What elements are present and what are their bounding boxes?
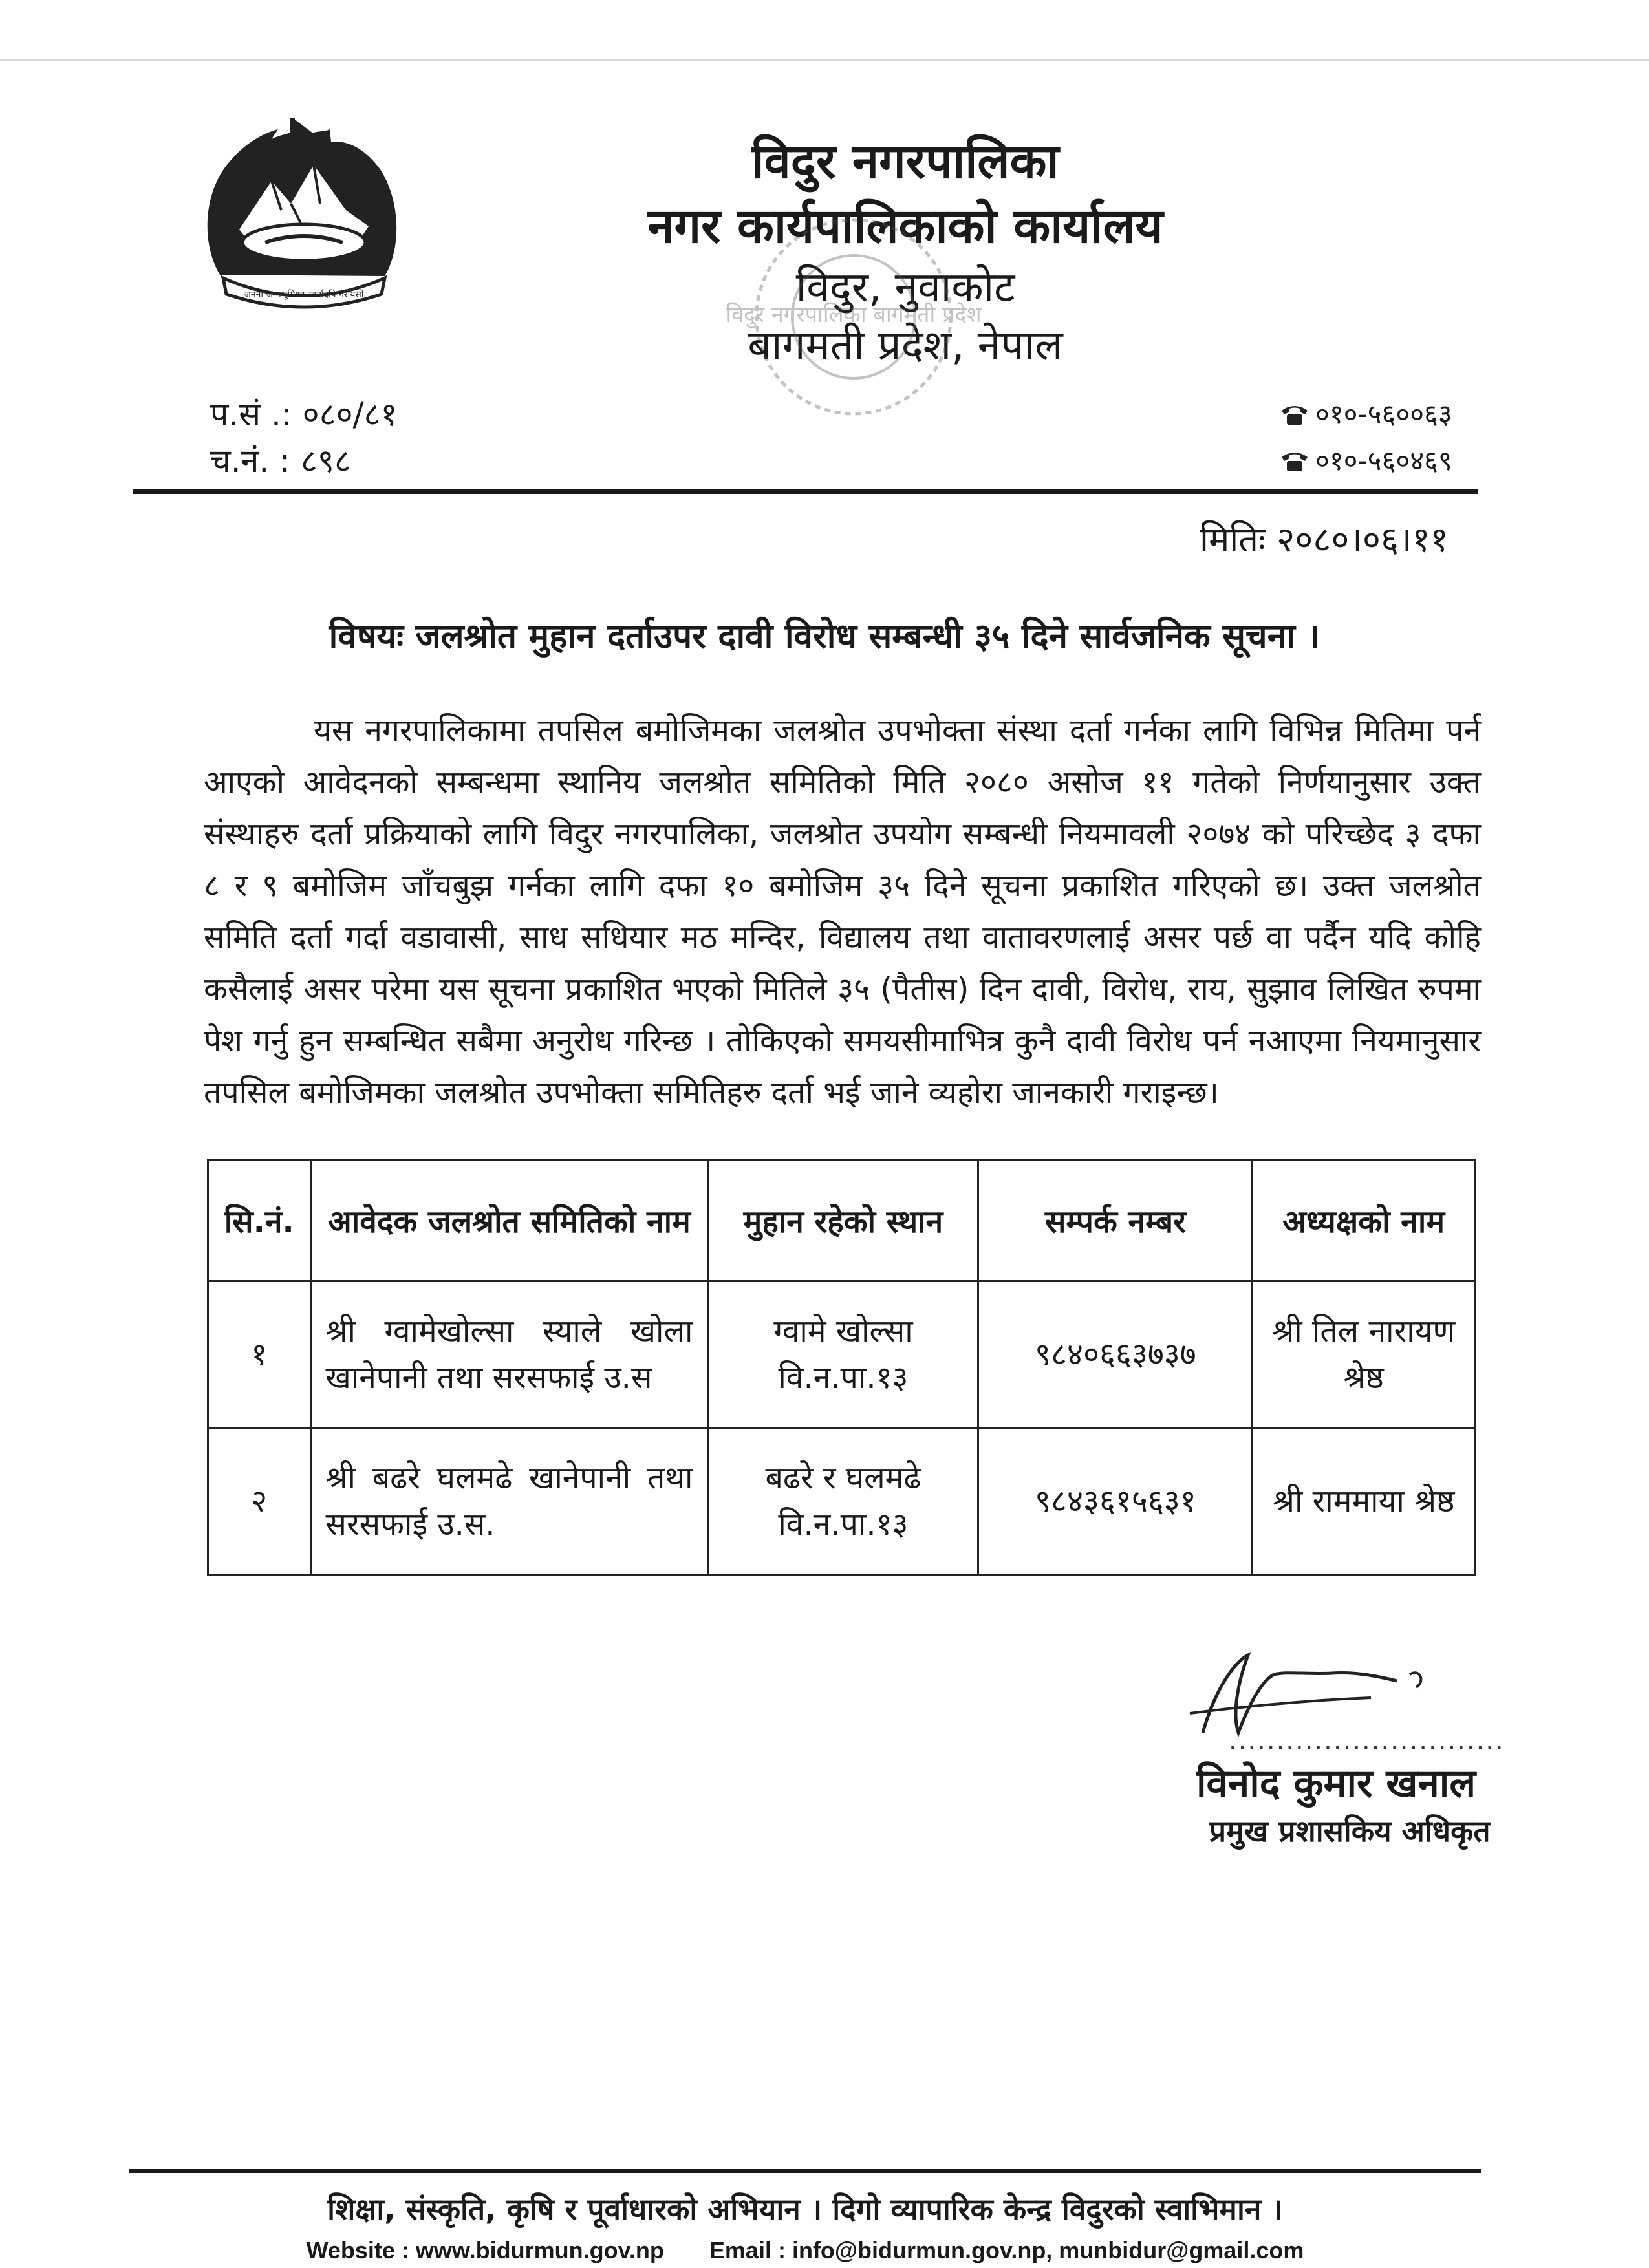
- phone-line-2: [1280, 438, 1452, 484]
- office-name: नगर कार्यपालिकाको कार्यालय: [647, 198, 1163, 254]
- contact-number: ९८४३६१५६३१: [978, 1428, 1253, 1575]
- column-header: सम्पर्क नम्बर: [978, 1161, 1253, 1281]
- notice-subject: विषयः जलश्रोत मुहान दर्ताउपर दावी विरोध सम्बन्धी ३५ दिने सार्वजनिक सूचना ।: [329, 617, 1320, 656]
- svg-text:जननी जन्मभूमिश्च स्वर्गादपि गर: जननी जन्मभूमिश्च स्वर्गादपि गरीयसी: [244, 290, 364, 300]
- serial-number: २: [208, 1428, 311, 1575]
- reference-numbers: [210, 391, 397, 484]
- contact-number: ९८४०६६३७३७: [978, 1281, 1253, 1428]
- phone-line-1: [1280, 391, 1452, 438]
- footer-slogan: शिक्षा, संस्कृति, कृषि र पूर्वाधारको अभियान । दिगो व्यापारिक केन्द्र विदुरको स्वाभिमान ।: [327, 2192, 1283, 2227]
- committee-name: श्री बढरे घलमढे खानेपानी तथा सरसफाई उ.स.: [310, 1428, 708, 1575]
- notice-body: यस नगरपालिकामा तपसिल बमोजिमका जलश्रोत उपभोक्ता संस्था दर्ता गर्नका लागि विभिन्न मितिमा पर्न आएको आवेदनको सम्बन्धमा स्थानिय जलश्रोत समितिको मिति २०८० असोज ११ गतेको निर्णयानुसार उक्त संस्थाहरु दर्ता प्रक्रियाको लागि विदुर नगरपालिका, जलश्रोत उपयोग सम्बन्धी नियमावली २०७४ को परिच्छेद ३ दफा ८ र ९ बमोजिम जाँचबुझ गर्नका लागि दफा १० बमोजिम ३५ दिने सूचना प्रकाशित गरिएको छ। उक्त जलश्रोत समिति दर्ता गर्दा वडावासी, साध सधियार मठ मन्दिर, विद्यालय तथा वातावरणलाई असर पर्छ वा पर्दैन यदि कोहि कसैलाई असर परेमा यस सूचना प्रकाशित भएको मितिले ३५ (पैतीस) दिन दावी, विरोध, राय, सुझाव लिखित रुपमा पेश गर्नु हुन सम्बन्धित सबैमा अनुरोध गरिन्छ । तोकिएको समयसीमाभित्र कुनै दावी विरोध पर्न नआएमा नियमानुसार तपसिल बमोजिमका जलश्रोत उपभोक्ता समितिहरु दर्ता भई जाने व्यहोरा जानकारी गराइन्छ।: [204, 712, 1481, 1111]
- office-location: विदुर, नुवाकोट: [795, 264, 1015, 312]
- location-ward: वि.न.पा.१३: [778, 1506, 909, 1543]
- applicant-table: [207, 1159, 1476, 1576]
- chalani-number: च.नं. : ८९८: [210, 442, 351, 480]
- office-phones: [1280, 391, 1452, 484]
- location-place: ग्वामे खोल्सा: [773, 1313, 913, 1349]
- signature-line: .............................: [1229, 1726, 1505, 1756]
- svg-text:विदुर नगरपालिका बागमती प्रदेश: विदुर नगरपालिका बागमती प्रदेश: [726, 302, 982, 328]
- footer-contact: [129, 2237, 1481, 2264]
- source-location: [708, 1428, 978, 1575]
- column-header: अध्यक्षको नाम: [1253, 1161, 1475, 1281]
- footer-divider: [129, 2169, 1481, 2173]
- signatory-name: विनोद कुमार खनाल: [1196, 1761, 1476, 1806]
- patra-sankhya: प.सं .: ०८०/८१: [210, 396, 398, 433]
- table-row: [208, 1428, 1475, 1575]
- column-header: सि.नं.: [208, 1161, 311, 1281]
- table-row: [208, 1281, 1475, 1428]
- telephone-icon: [1280, 403, 1309, 426]
- phone-number: ०१०-५६००६३: [1315, 398, 1452, 430]
- telephone-icon: [1280, 449, 1309, 473]
- chairperson-name: श्री तिल नारायण श्रेष्ठ: [1253, 1281, 1475, 1428]
- signatory-title: प्रमुख प्रशासकिय अधिकृत: [1209, 1813, 1491, 1848]
- office-province: बागमती प्रदेश, नेपाल: [748, 322, 1063, 370]
- header-divider: [133, 489, 1478, 494]
- table-header-row: [208, 1161, 1475, 1281]
- footer-website: Website : www.bidurmun.gov.np: [306, 2237, 664, 2263]
- committee-name: श्री ग्वामेखोल्सा स्याले खोला खानेपानी तथा सरसफाई उ.स: [310, 1281, 708, 1428]
- phone-number: ०१०-५६०४६९: [1315, 445, 1452, 476]
- chairperson-name: श्री राममाया श्रेष्ठ: [1253, 1428, 1475, 1575]
- footer-email: Email : info@bidurmun.gov.np, munbidur@gmail.com: [709, 2237, 1304, 2263]
- serial-number: १: [208, 1281, 311, 1428]
- scan-edge-line: [0, 59, 1649, 61]
- location-place: बढरे र घलमढे: [765, 1460, 921, 1496]
- column-header: आवेदक जलश्रोत समितिको नाम: [310, 1161, 708, 1281]
- location-ward: वि.न.पा.१३: [778, 1360, 909, 1396]
- column-header: मुहान रहेको स्थान: [708, 1161, 978, 1281]
- notice-date: मितिः २०८०।०६।११: [1200, 519, 1449, 560]
- office-stamp: [718, 213, 989, 420]
- nepal-emblem-icon: [194, 113, 414, 320]
- municipality-name: विदुर नगरपालिका: [751, 134, 1059, 189]
- source-location: [708, 1281, 978, 1428]
